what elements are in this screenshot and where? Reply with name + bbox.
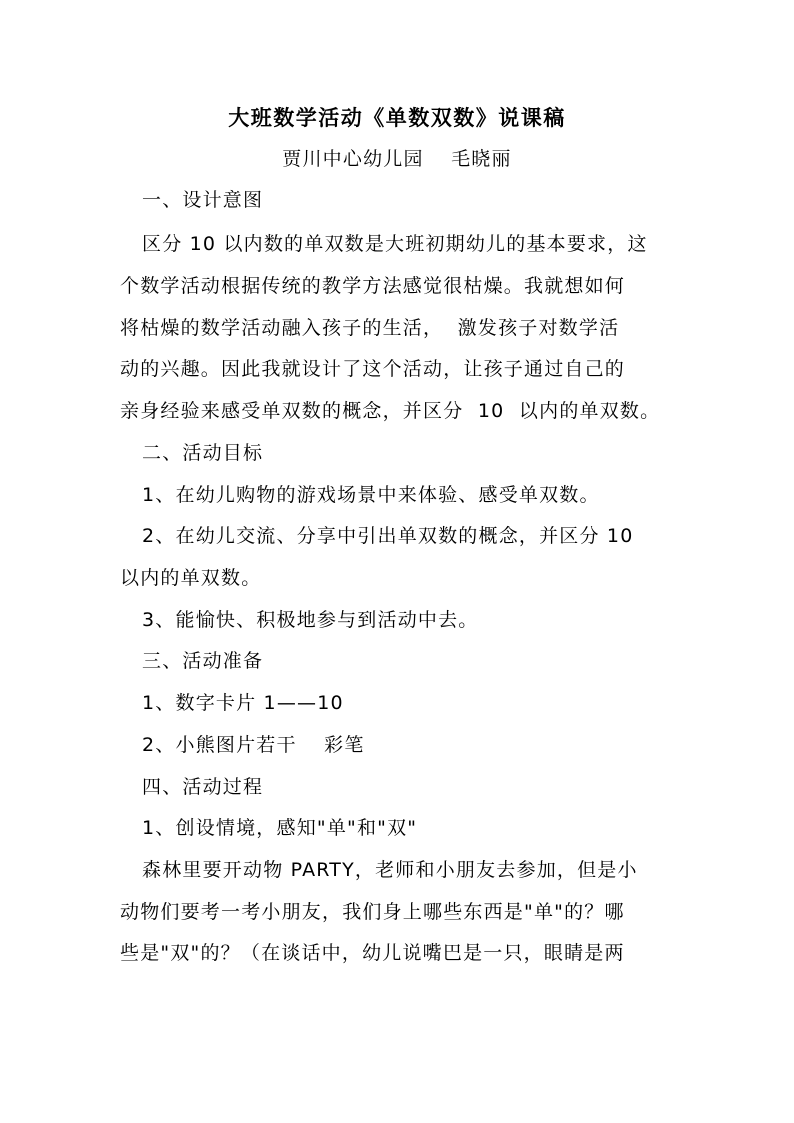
section-heading-2: 二、活动目标 — [142, 442, 264, 464]
document-author: 贾川中心幼儿园 毛晓丽 — [282, 148, 512, 170]
paragraph-line: 些是"双"的？（在谈话中，幼儿说嘴巴是一只，眼睛是两 — [120, 942, 625, 964]
paragraph-line: 个数学活动根据传统的教学方法感觉很枯燥。我就想如何 — [120, 275, 626, 297]
paragraph-line: 区分 10 以内数的单双数是大班初期幼儿的基本要求，这 — [142, 233, 648, 255]
section-heading-4: 四、活动过程 — [142, 776, 264, 798]
paragraph-line: 动的兴趣。因此我就设计了这个活动，让孩子通过自己的 — [120, 358, 626, 380]
section-heading-1: 一、设计意图 — [142, 189, 264, 211]
paragraph-line: 森林里要开动物 PARTY，老师和小朋友去参加，但是小 — [142, 859, 638, 881]
paragraph-line: 以内的单双数。 — [120, 567, 262, 589]
paragraph-line: 动物们要考一考小朋友，我们身上哪些东西是"单"的？哪 — [120, 901, 625, 923]
list-item: 3、能愉快、积极地参与到活动中去。 — [142, 609, 479, 631]
document-title: 大班数学活动《单数双数》说课稿 — [228, 106, 566, 130]
list-item: 2、小熊图片若干 彩笔 — [142, 734, 365, 756]
list-item: 1、创设情境，感知"单"和"双" — [142, 817, 418, 839]
list-item: 2、在幼儿交流、分享中引出单双数的概念，并区分 10 — [142, 525, 634, 547]
list-item: 1、数字卡片 1——10 — [142, 692, 344, 714]
list-item: 1、在幼儿购物的游戏场景中来体验、感受单双数。 — [142, 484, 600, 506]
section-heading-3: 三、活动准备 — [142, 650, 264, 672]
paragraph-line: 将枯燥的数学活动融入孩子的生活， 激发孩子对数学活 — [120, 317, 620, 339]
paragraph-line: 亲身经验来感受单双数的概念，并区分 10 以内的单双数。 — [120, 400, 661, 422]
